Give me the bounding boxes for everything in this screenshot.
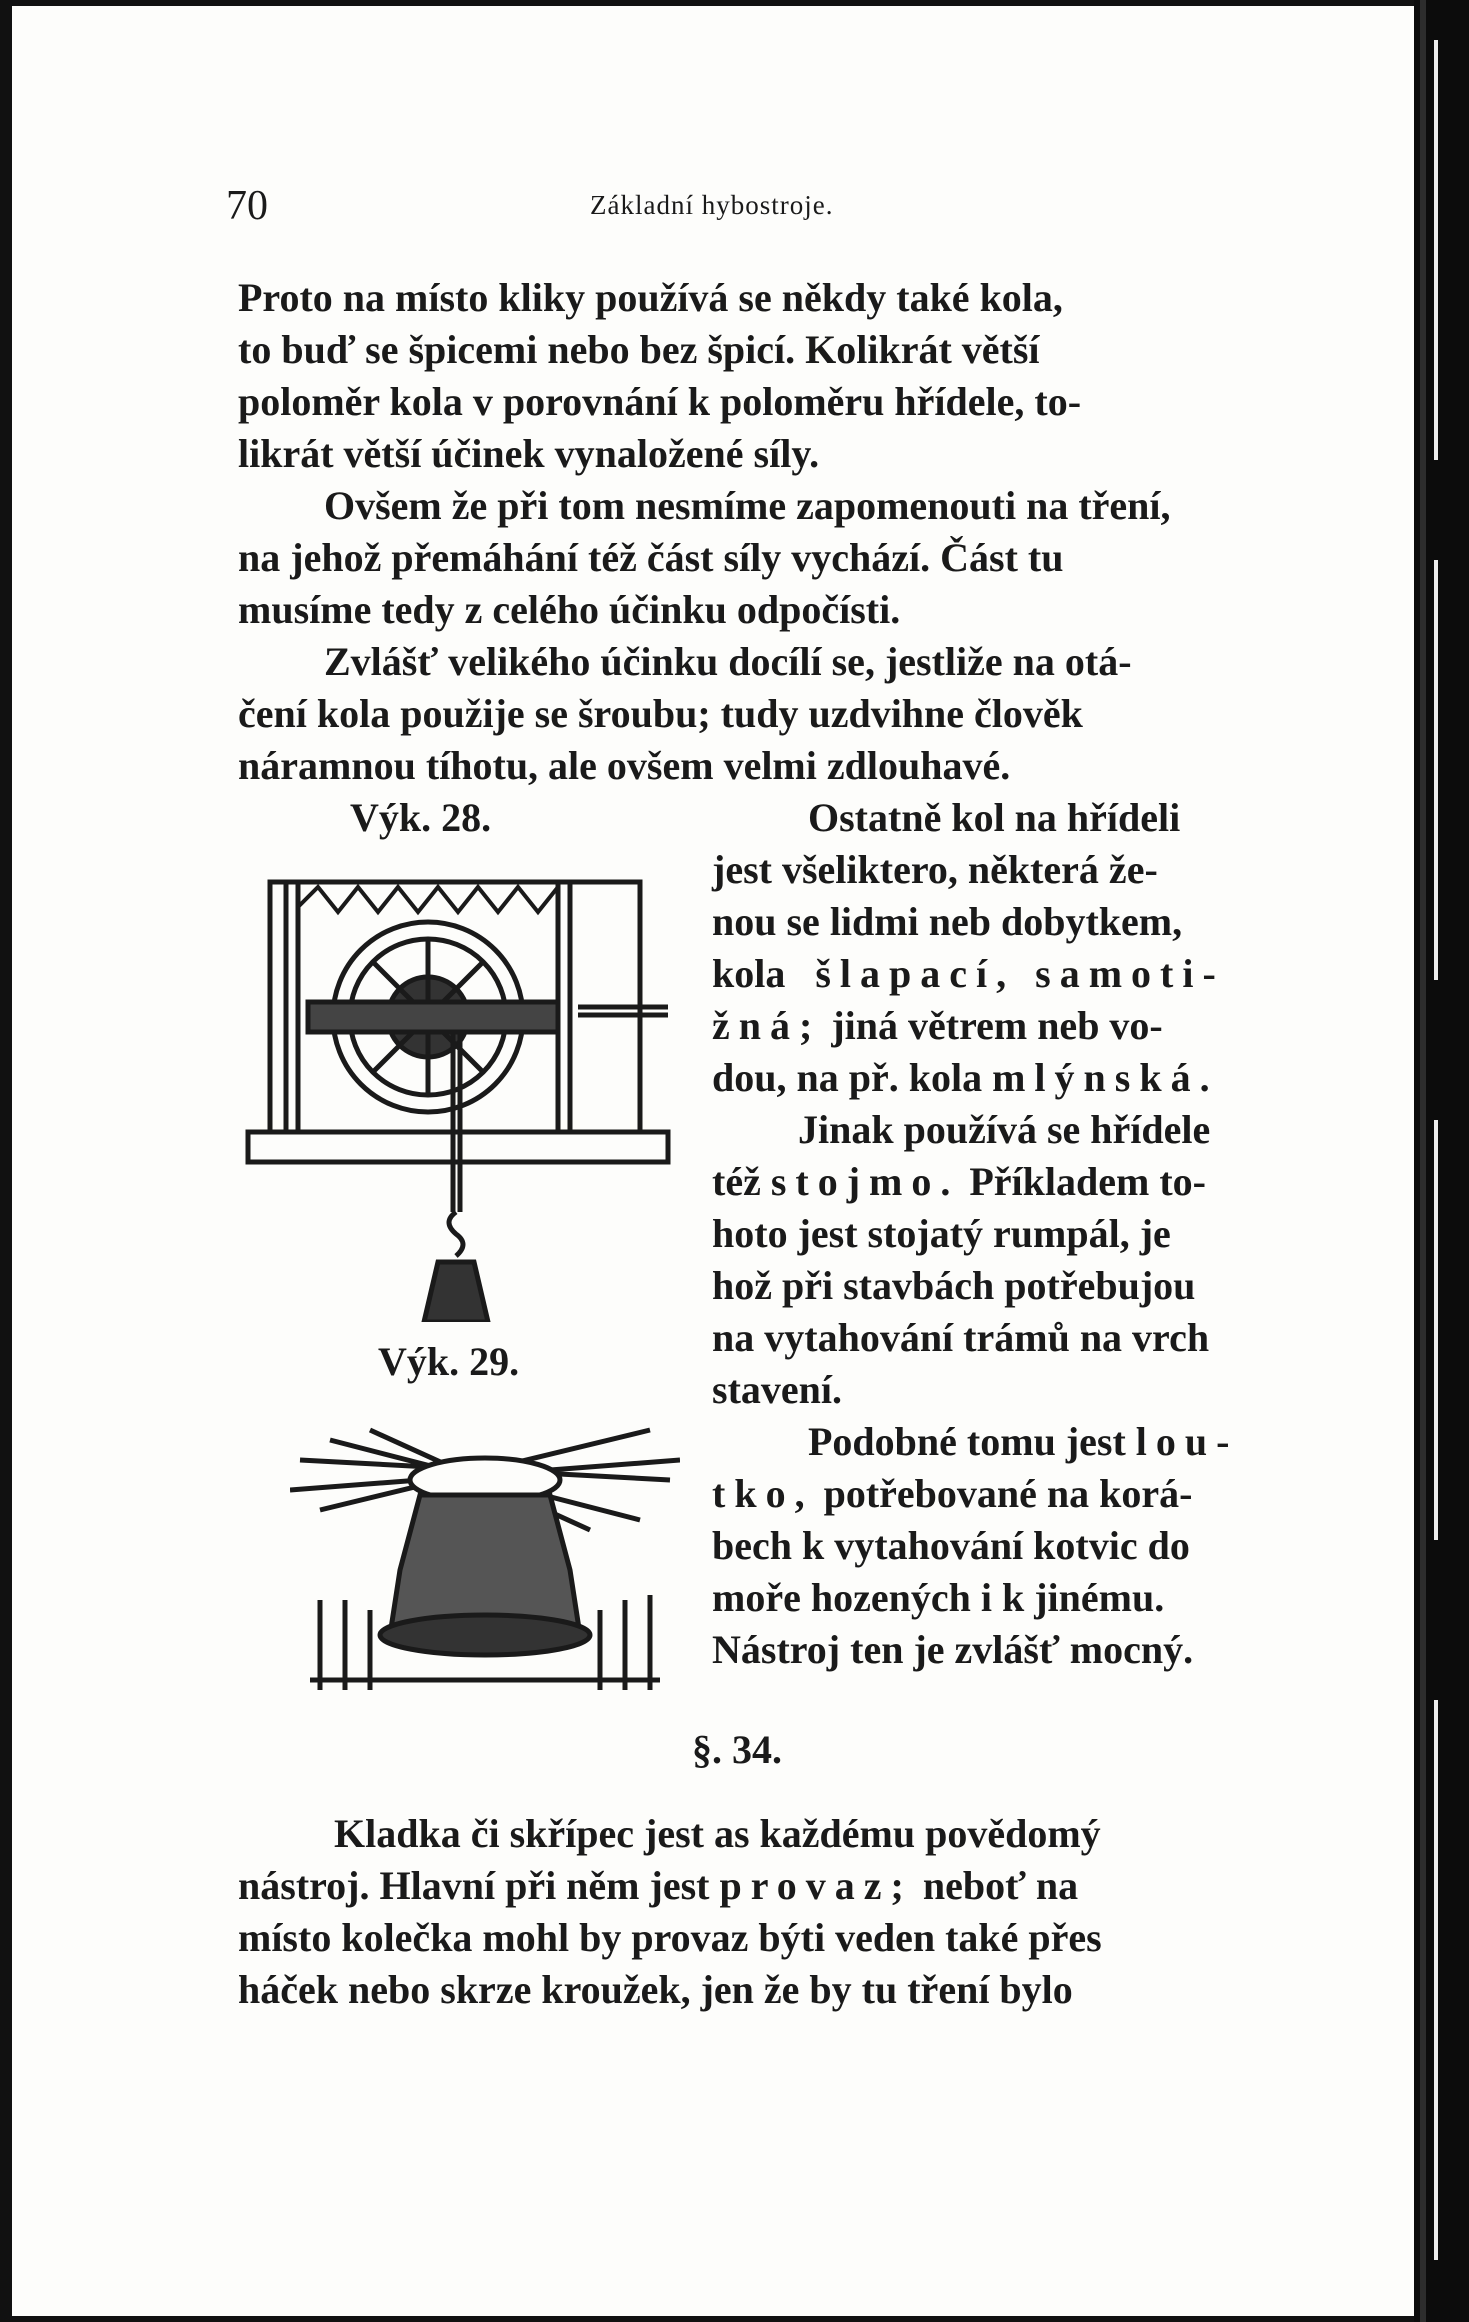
text-line: hoto jest stojatý rumpál, je bbox=[712, 1211, 1171, 1256]
text-run: jiná větrem neb vo- bbox=[831, 1003, 1163, 1048]
text-line: čení kola použije se šroubu; tudy uzdvihne člověk bbox=[238, 691, 1083, 736]
text-run: dou, na př. kola bbox=[712, 1055, 983, 1100]
text-line: stavení. bbox=[712, 1367, 842, 1412]
figure-29-caption: Výk. 29. bbox=[378, 1339, 520, 1384]
text-run: též bbox=[712, 1159, 761, 1204]
text-line: Ovšem že při tom nesmíme zapomenouti na tření, bbox=[324, 483, 1171, 528]
section-heading: §. 34. bbox=[692, 1727, 782, 1772]
paragraph-sroub bbox=[238, 636, 1276, 792]
text-line: jest všeliktero, některá že- bbox=[712, 847, 1158, 892]
text-line: na vytahování trámů na vrch bbox=[712, 1315, 1210, 1360]
book-spine bbox=[1414, 0, 1469, 2322]
emphasis-text: žná; bbox=[712, 1003, 822, 1048]
emphasis-text: tko, bbox=[712, 1471, 814, 1516]
text-line: Jinak používá se hřídele bbox=[798, 1107, 1211, 1152]
emphasis-text: provaz; bbox=[719, 1863, 913, 1908]
text-run: neboť na bbox=[922, 1863, 1079, 1908]
text-line bbox=[712, 1468, 1264, 1520]
paragraph-treni bbox=[238, 480, 1276, 636]
running-title: Základní hybostroje. bbox=[590, 190, 834, 220]
text-line bbox=[712, 1156, 1264, 1208]
text-line: Zvlášť velikého účinku docílí se, jestliže na otá- bbox=[324, 639, 1132, 684]
text-run: nástroj. Hlavní při něm jest bbox=[238, 1863, 710, 1908]
text-line: náramnou tíhotu, ale ovšem velmi zdlouhavé. bbox=[238, 743, 1011, 788]
page-number: 70 bbox=[226, 183, 268, 229]
text-line: to buď se špicemi nebo bez špicí. Kolikrát větší bbox=[238, 327, 1040, 372]
text-line: moře hozených i k jinému. bbox=[712, 1575, 1165, 1620]
paragraph-kladka bbox=[238, 1808, 1276, 2016]
text-line: Proto na místo kliky používá se někdy také kola, bbox=[238, 275, 1063, 320]
text-run: kola bbox=[712, 951, 786, 996]
emphasis-text: lou- bbox=[1135, 1419, 1239, 1464]
figure-28-gear-winch bbox=[238, 852, 678, 1322]
text-line: Nástroj ten je zvlášť mocný. bbox=[712, 1627, 1194, 1672]
text-line: poloměr kola v porovnání k poloměru hřídele, to- bbox=[238, 379, 1082, 424]
side-paragraph-loutko bbox=[712, 1416, 1264, 1676]
emphasis-text: šlapací, bbox=[815, 951, 1016, 996]
text-run: Podobné tomu jest bbox=[808, 1419, 1126, 1464]
text-run: či skřípec jest as každému povědomý bbox=[470, 1811, 1101, 1856]
text-run: Příkladem to- bbox=[969, 1159, 1206, 1204]
emphasis-text: stojmo. bbox=[770, 1159, 960, 1204]
figure-28-caption: Výk. 28. bbox=[350, 795, 492, 840]
emphasis-text: samoti- bbox=[1035, 951, 1225, 996]
side-paragraph-stojmo bbox=[712, 1104, 1264, 1416]
page-header bbox=[226, 182, 1276, 242]
text-line: místo kolečka mohl by provaz býti veden také přes bbox=[238, 1915, 1102, 1960]
text-line: musíme tedy z celého účinku odpočísti. bbox=[238, 587, 901, 632]
text-line: bech k vytahování kotvic do bbox=[712, 1523, 1190, 1568]
text-line: likrát větší účinek vynaložené síly. bbox=[238, 431, 820, 476]
text-line bbox=[712, 1000, 1264, 1052]
text-line: hož při stavbách potřebujou bbox=[712, 1263, 1196, 1308]
text-line bbox=[712, 1416, 1264, 1468]
text-line bbox=[238, 1808, 1276, 1860]
text-line bbox=[238, 1860, 1276, 1912]
text-line: na jehož přemáhání též část síly vychází. Část tu bbox=[238, 535, 1064, 580]
text-line: nou se lidmi neb dobytkem, bbox=[712, 899, 1183, 944]
text-line bbox=[712, 948, 1264, 1000]
bold-term: Kladka bbox=[334, 1811, 461, 1856]
figure-29-capstan bbox=[290, 1420, 680, 1700]
text-line: Ostatně kol na hřídeli bbox=[808, 795, 1181, 840]
emphasis-text: mlýnská. bbox=[992, 1055, 1219, 1100]
text-line: háček nebo skrze kroužek, jen že by tu tření bylo bbox=[238, 1967, 1073, 2012]
side-paragraph-kola bbox=[712, 792, 1264, 1104]
paragraph-kola bbox=[238, 272, 1276, 480]
text-line bbox=[712, 1052, 1264, 1104]
text-run: potřebované na korá- bbox=[823, 1471, 1193, 1516]
